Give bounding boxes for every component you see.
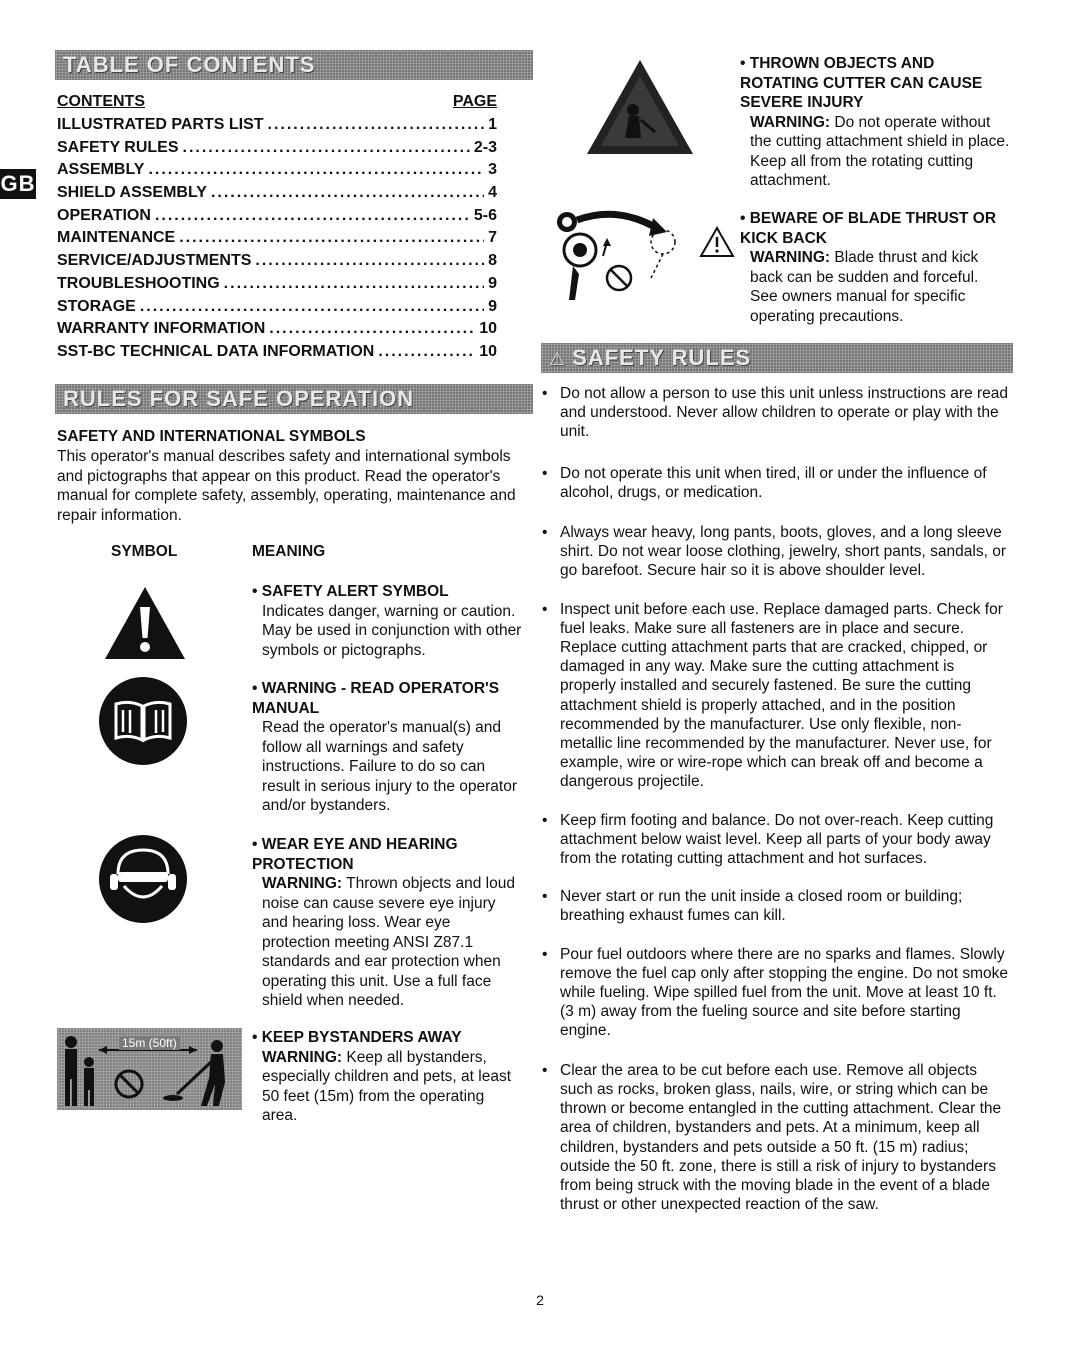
toc-dot-leader xyxy=(179,229,484,247)
safety-rule-item: • Do not operate this unit when tired, ill or under the influence of alcohol, drugs, or medication. xyxy=(542,464,1010,502)
toc-entry-page: 10 xyxy=(479,320,497,338)
symbol-description: Blade thrust and kick back can be sudden and forceful. See owners manual for specific operating precautions. xyxy=(750,249,979,325)
symbols-heading: SAFETY AND INTERNATIONAL SYMBOLS xyxy=(57,428,366,445)
toc-entry-page: 9 xyxy=(488,274,497,292)
blade-thrust-icon xyxy=(555,208,735,303)
safety-rule-item: • Inspect unit before each use. Replace damaged parts. Check for fuel leaks. Make sure all fasteners are in place and secure. Replace cutting attachment parts that are cracked, chipped, or damaged in any way. Make sure the cutting attachment is properly installed and securely fastened. Be sure the cutting attachment shield is properly attached, and in the position recommended by the manufacturer. Use only flexible, non-metallic line recommended by the manufacturer. Never use, for example, wire or wire-rope which can break off and become a dangerous projectile. xyxy=(542,600,1010,792)
safety-alert-icon xyxy=(103,585,187,661)
toc-dot-leader xyxy=(211,184,484,202)
toc-entry xyxy=(57,320,497,343)
toc-entry-page: 5-6 xyxy=(473,206,497,224)
symbol-eye-hearing-text xyxy=(252,835,522,1011)
toc-banner xyxy=(55,50,533,80)
symbol-title: • KEEP BYSTANDERS AWAY xyxy=(252,1029,462,1046)
safety-rule-item: • Always wear heavy, long pants, boots, gloves, and a long sleeve shirt. Do not wear loose clothing, jewelry, short pants, sandals, or go barefoot. Secure hair so it is above shoulder level. xyxy=(542,523,1010,581)
toc-header xyxy=(57,93,497,116)
thrown-objects-warning-icon xyxy=(585,58,695,156)
symbol-description: Read the operator's manual(s) and follow all warnings and safety instructions. Failure to do so can result in serious injury to the operator and/or bystanders. xyxy=(262,719,518,814)
symbol-description: Thrown objects and loud noise can cause severe eye injury and hearing loss. Wear eye protection meeting ANSI Z87.1 standards and ear protection when operating this unit. Use a full face shield when needed. xyxy=(262,875,515,1009)
column-meaning-label: MEANING xyxy=(252,543,326,560)
toc-entry xyxy=(57,184,497,207)
toc-contents-label: CONTENTS xyxy=(57,93,145,110)
toc-entry xyxy=(57,116,497,139)
toc-entry-page: 9 xyxy=(488,297,497,315)
toc-dot-leader xyxy=(155,207,470,225)
safety-rules-banner xyxy=(541,343,1013,373)
toc-entry-title: SST-BC TECHNICAL DATA INFORMATION xyxy=(57,342,375,360)
toc-entry xyxy=(57,139,497,162)
toc-entry-title: SAFETY RULES xyxy=(57,138,179,156)
toc-entry-page: 2-3 xyxy=(473,138,497,156)
symbol-description: Indicates danger, warning or caution. May be used in conjunction with other symbols or pictographs. xyxy=(262,602,522,659)
toc-dot-leader xyxy=(269,320,475,338)
toc-entry xyxy=(57,343,497,366)
toc-dot-leader xyxy=(224,275,484,293)
warning-label: WARNING: xyxy=(750,249,831,266)
safety-rule-item: • Do not allow a person to use this unit unless instructions are read and understood. Never allow children to operate or play with the unit. xyxy=(542,384,1010,442)
page-number: 2 xyxy=(536,1292,544,1308)
toc-entry-page: 8 xyxy=(488,252,497,270)
toc-entry xyxy=(57,298,497,321)
thrown-objects-text xyxy=(740,54,1010,191)
safety-rule-item: • Keep firm footing and balance. Do not over-reach. Keep cutting attachment below waist level. Keep all parts of your body away from the rotating cutting attachment and hot surfaces. xyxy=(542,811,1010,869)
symbols-intro: This operator's manual describes safety and international symbols and pictographs that appear on this product. Read the operator's manual for complete safety, assembly, operating, maintenance and repair information. xyxy=(57,448,516,524)
blade-thrust-text xyxy=(740,209,1010,326)
toc-entry-title: SERVICE/ADJUSTMENTS xyxy=(57,252,252,270)
warning-label: WARNING: xyxy=(750,113,831,131)
toc-dot-leader xyxy=(255,252,484,270)
toc-dot-leader xyxy=(148,161,484,179)
symbol-safety-alert-text xyxy=(252,582,522,660)
toc-page-label: PAGE xyxy=(452,93,497,110)
toc-entry-page: 7 xyxy=(488,229,497,247)
toc-entry-title: OPERATION xyxy=(57,206,151,224)
toc-entry-title: TROUBLESHOOTING xyxy=(57,274,220,292)
safety-rules-list xyxy=(542,384,1010,1214)
symbol-description: Keep all bystanders, especially children and pets, at least 50 feet (15m) from the operating area. xyxy=(262,1048,512,1124)
warning-label: WARNING: xyxy=(262,1048,343,1066)
toc-entry xyxy=(57,229,497,252)
rules-banner xyxy=(55,384,533,414)
eye-hearing-protection-icon xyxy=(98,834,188,924)
language-tab-gb: GB xyxy=(0,169,36,199)
toc-entry xyxy=(57,207,497,230)
symbol-description: Do not operate without the cutting attachment shield in place. Keep all from the rotating cutting attachment. xyxy=(750,113,1010,189)
toc-entry xyxy=(57,161,497,184)
toc-entry xyxy=(57,275,497,298)
toc-dot-leader xyxy=(140,298,484,316)
symbol-title: • SAFETY ALERT SYMBOL xyxy=(252,583,449,600)
symbol-title: • THROWN OBJECTS AND ROTATING CUTTER CAN CAUSE SEVERE INJURY xyxy=(740,55,983,111)
toc-entry-page: 10 xyxy=(479,342,497,360)
toc-entry-page: 4 xyxy=(488,184,497,202)
toc-entry-page: 3 xyxy=(488,161,497,179)
safety-rules-banner-title: SAFETY RULES xyxy=(572,345,752,370)
toc-entry-page: 1 xyxy=(488,116,497,133)
toc-entry-title: ASSEMBLY xyxy=(57,161,145,179)
toc-dot-leader xyxy=(378,343,475,361)
toc-entry-title: ILLUSTRATED PARTS LIST xyxy=(57,116,264,133)
symbol-title: • WARNING - READ OPERATOR'S MANUAL xyxy=(252,680,500,717)
safety-rule-item: • Clear the area to be cut before each use. Remove all objects such as rocks, broken glass, nails, wire, or string which can be thrown or become entangled in the cutting attachment. Clear the area of children, bystanders and pets. At a minimum, keep all children, bystanders and pets outside a 50 ft. (15 m) radius; outside the 50 ft. zone, there is still a risk of injury to bystanders from being struck with the moving blade in the event of a blade thrust or other unexpected reaction of the saw. xyxy=(542,1061,1010,1215)
warning-label: WARNING: xyxy=(262,875,343,892)
rules-banner-title: RULES FOR SAFE OPERATION xyxy=(63,386,415,411)
table-of-contents xyxy=(57,93,497,366)
warning-triangle-icon: ⚠ xyxy=(549,349,567,369)
toc-banner-title: TABLE OF CONTENTS xyxy=(63,52,316,77)
bystander-distance-label: 15m (50ft) xyxy=(119,1036,180,1050)
bystanders-pictograph xyxy=(57,1028,242,1110)
toc-dot-leader xyxy=(268,116,485,134)
toc-entry-title: STORAGE xyxy=(57,297,136,315)
column-symbol-label: SYMBOL xyxy=(111,543,178,560)
toc-list xyxy=(57,116,497,366)
symbol-read-manual-text xyxy=(252,679,522,816)
toc-entry-title: SHIELD ASSEMBLY xyxy=(57,184,207,202)
toc-dot-leader xyxy=(183,139,470,157)
toc-entry-title: MAINTENANCE xyxy=(57,229,176,247)
read-manual-icon xyxy=(98,676,188,766)
safety-rule-item: • Never start or run the unit inside a closed room or building; breathing exhaust fumes can kill. xyxy=(542,887,1010,925)
symbol-title: • WEAR EYE AND HEARING PROTECTION xyxy=(252,836,458,873)
safety-rule-item: • Pour fuel outdoors where there are no sparks and flames. Slowly remove the fuel cap only after stopping the engine. Do not smoke while fueling. Wipe spilled fuel from the unit. Move at least 10 ft. (3 m) away from the fueling source and site before starting engine. xyxy=(542,945,1010,1041)
toc-entry xyxy=(57,252,497,275)
symbol-bystanders-text xyxy=(252,1028,522,1126)
symbol-title: • BEWARE OF BLADE THRUST OR KICK BACK xyxy=(740,210,997,247)
safety-rules xyxy=(542,384,1010,1214)
toc-entry-title: WARRANTY INFORMATION xyxy=(57,320,266,338)
